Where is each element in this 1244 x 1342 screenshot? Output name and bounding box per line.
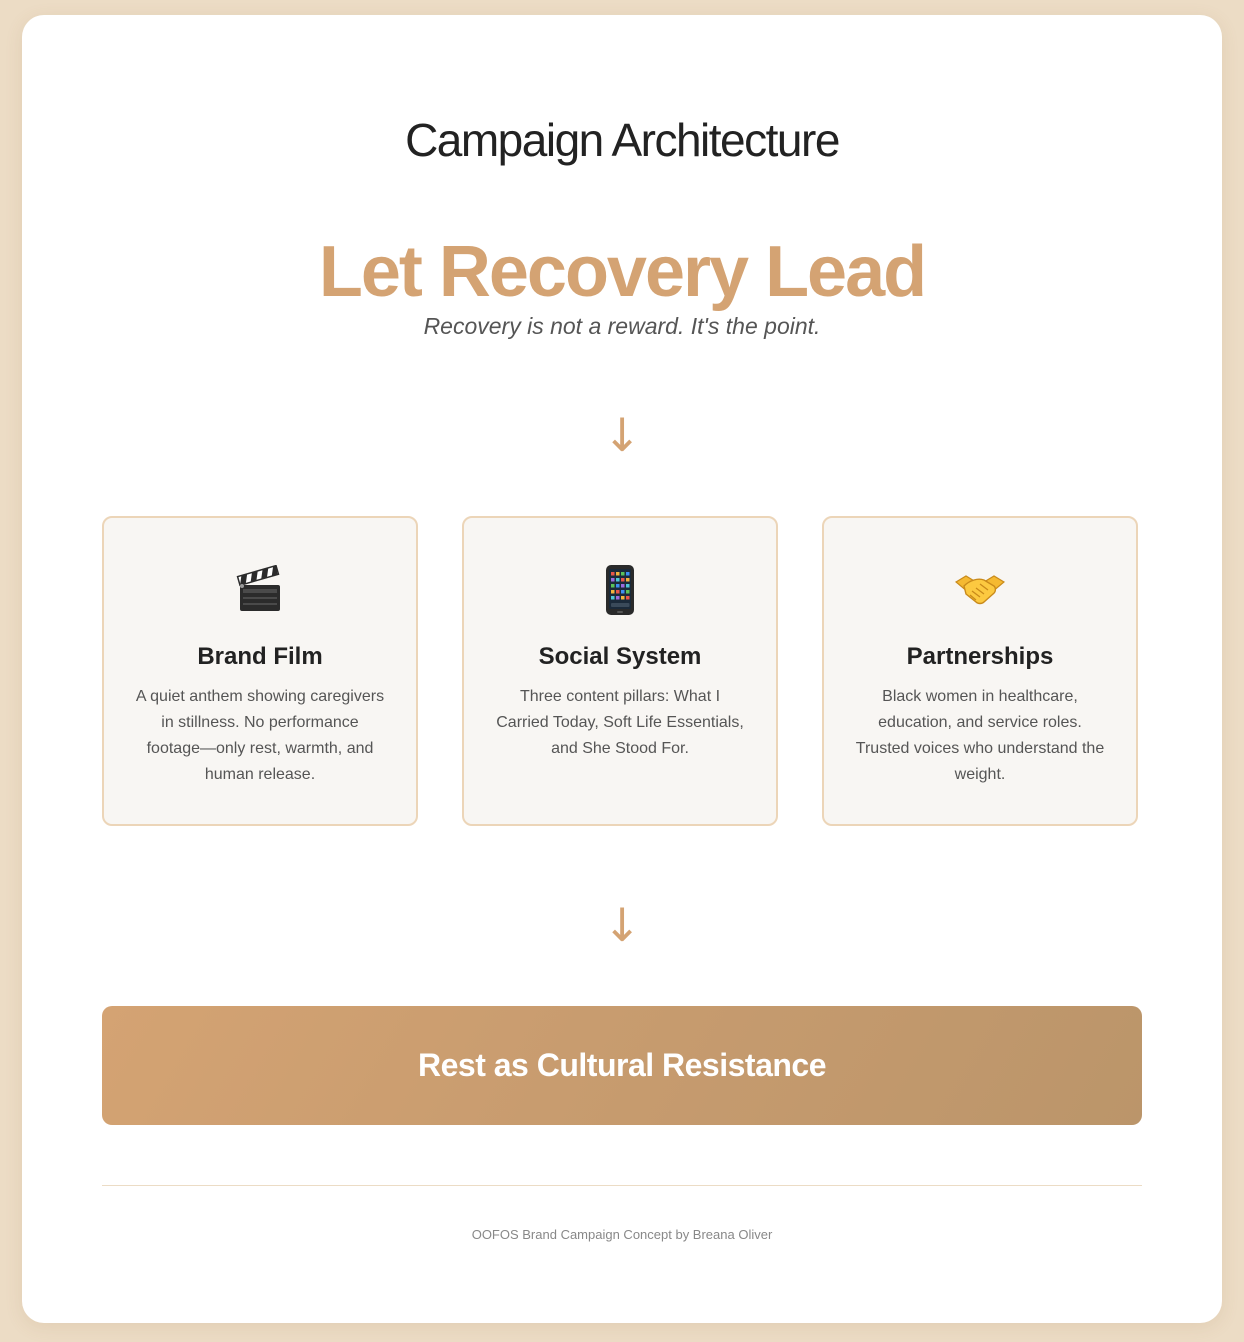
page-title: Campaign Architecture [405, 114, 839, 166]
campaign-headline: Let Recovery Lead [318, 232, 926, 312]
down-arrow-icon: ↓ [602, 898, 642, 952]
mobile-phone-icon [464, 562, 776, 618]
pillar-row [102, 516, 1142, 828]
outcome-banner [102, 1006, 1142, 1125]
pillar-card-social-system [462, 516, 778, 826]
down-arrow-icon: ↓ [602, 408, 642, 462]
outcome-label: Rest as Cultural Resistance [418, 1047, 826, 1083]
pillar-card-brand-film [102, 516, 418, 826]
pillar-description: Black women in healthcare, education, and service roles. Trusted voices who understand the weight. [855, 688, 1105, 783]
campaign-tagline: Recovery is not a reward. It's the point. [423, 313, 821, 339]
footer-credit: OOFOS Brand Campaign Concept by Breana Oliver [471, 1227, 773, 1242]
footer-divider [102, 1185, 1142, 1186]
pillar-title: Social System [538, 643, 702, 670]
pillar-description: A quiet anthem showing caregivers in stillness. No performance footage—only rest, warmth, and human release. [135, 688, 385, 783]
pillar-title: Partnerships [906, 643, 1054, 670]
handshake-icon [824, 562, 1136, 618]
pillar-card-partnerships [822, 516, 1138, 826]
pillar-title: Brand Film [197, 643, 323, 670]
pillar-description: Three content pillars: What I Carried Today, Soft Life Essentials, and She Stood For. [496, 688, 744, 757]
clapper-board-icon [104, 562, 416, 618]
campaign-card [22, 15, 1222, 1323]
